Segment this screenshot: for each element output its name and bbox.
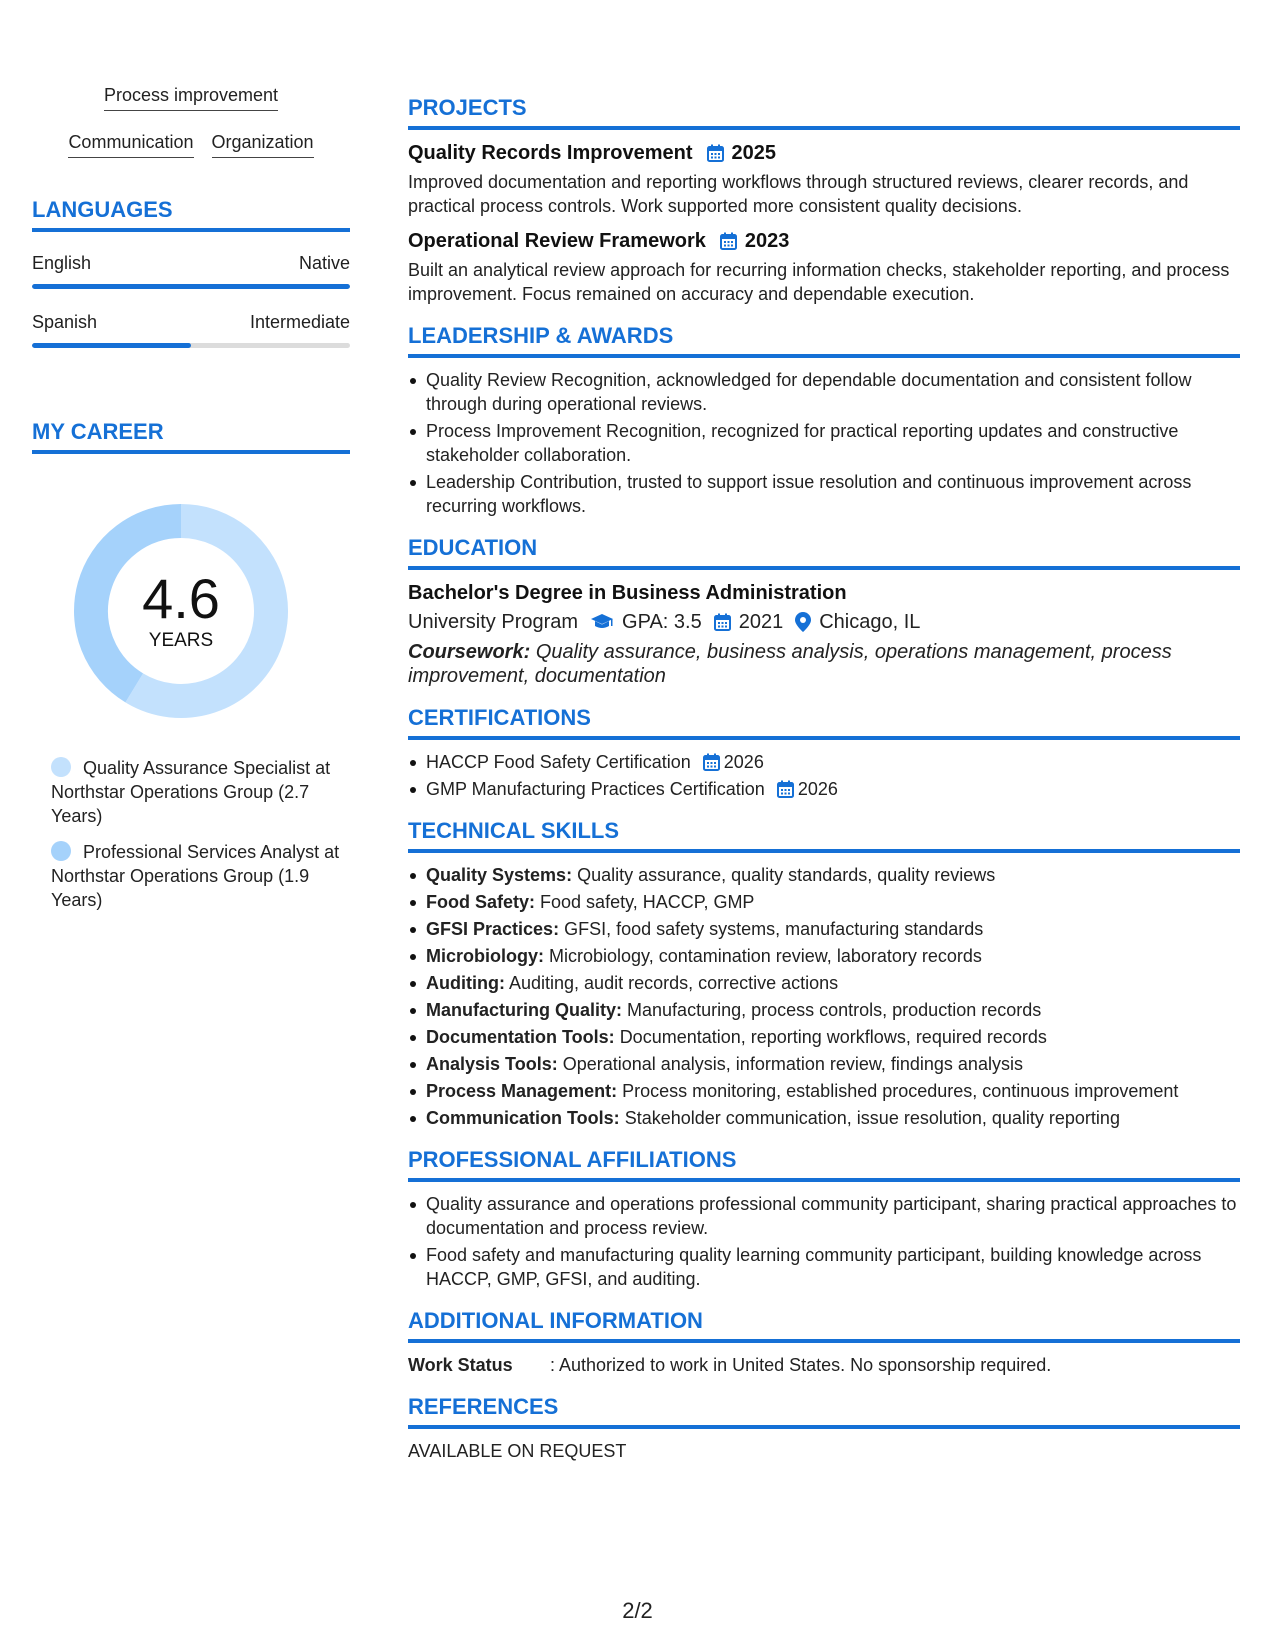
language-proficiency-bar xyxy=(32,284,350,289)
left-column xyxy=(32,84,350,924)
projects-title: PROJECTS xyxy=(408,94,1240,130)
technical-skills-section xyxy=(408,817,1240,1130)
project-description: Built an analytical review approach for recurring information checks, stakeholder reporting, and process improvement. Focus remained on accuracy and dependable execution. xyxy=(408,260,1230,304)
career-label: Quality Assurance Specialist at Northstar Operations Group (2.7 Years) xyxy=(51,758,331,826)
list-item xyxy=(408,998,1240,1022)
skill-value: Microbiology, contamination review, laboratory records xyxy=(549,946,982,966)
calendar-icon xyxy=(777,780,794,798)
education-location: Chicago, IL xyxy=(819,611,921,633)
cert-year: 2026 xyxy=(797,779,838,799)
work-status-row xyxy=(408,1353,1240,1377)
language-proficiency-bar xyxy=(32,343,350,348)
project-item xyxy=(408,228,1240,306)
education-meta xyxy=(408,608,1240,636)
career-legend-item xyxy=(51,840,341,912)
map-pin-icon xyxy=(795,612,811,632)
list-item xyxy=(408,1079,1240,1103)
technical-skills-list xyxy=(408,863,1240,1130)
additional-info-title: ADDITIONAL INFORMATION xyxy=(408,1307,1240,1343)
skill-tag-row xyxy=(32,84,350,111)
list-item xyxy=(408,750,1240,774)
cert-year: 2026 xyxy=(723,752,764,772)
education-degree: Bachelor's Degree in Business Administration xyxy=(408,582,847,604)
calendar-icon xyxy=(703,753,720,771)
project-year: 2023 xyxy=(744,230,790,252)
skill-tags xyxy=(32,84,350,158)
language-proficiency-fill xyxy=(32,343,191,348)
career-donut-chart xyxy=(66,496,296,726)
legend-dot xyxy=(51,757,71,777)
certifications-list xyxy=(408,750,1240,801)
skill-label: Auditing: xyxy=(426,973,505,993)
list-item: Leadership Contribution, trusted to support issue resolution and continuous improvement across recurring workflows. xyxy=(408,470,1240,518)
legend-dot xyxy=(51,841,71,861)
skill-value: Operational analysis, information review, findings analysis xyxy=(562,1054,1023,1074)
career-donut-center xyxy=(66,496,296,726)
references-text: AVAILABLE ON REQUEST xyxy=(408,1441,627,1461)
coursework-label: Coursework: xyxy=(408,641,531,663)
language-item xyxy=(32,311,350,348)
list-item: Process Improvement Recognition, recognized for practical reporting updates and constructive stakeholder collaboration. xyxy=(408,419,1240,467)
additional-info-section xyxy=(408,1307,1240,1377)
references-title: REFERENCES xyxy=(408,1393,1240,1429)
skill-value: Process monitoring, established procedures, continuous improvement xyxy=(622,1081,1179,1101)
skill-label: Food Safety: xyxy=(426,892,536,912)
career-total-value: 4.6 xyxy=(142,567,220,630)
education-title: EDUCATION xyxy=(408,534,1240,570)
projects-section xyxy=(408,94,1240,306)
list-item xyxy=(408,917,1240,941)
right-column xyxy=(408,94,1240,1479)
language-level: Native xyxy=(298,253,350,273)
technical-skills-title: TECHNICAL SKILLS xyxy=(408,817,1240,853)
cert-name: GMP Manufacturing Practices Certification xyxy=(426,779,765,799)
skill-label: Communication Tools: xyxy=(426,1108,620,1128)
skill-label: GFSI Practices: xyxy=(426,919,560,939)
calendar-icon xyxy=(720,232,737,250)
skill-value: Stakeholder communication, issue resolution, quality reporting xyxy=(624,1108,1120,1128)
list-item: Quality Review Recognition, acknowledged for dependable documentation and consistent follow through during operational reviews. xyxy=(408,368,1240,416)
skill-value: Auditing, audit records, corrective actions xyxy=(509,973,839,993)
skill-value: Documentation, reporting workflows, required records xyxy=(619,1027,1047,1047)
skill-value: Manufacturing, process controls, production records xyxy=(627,1000,1042,1020)
career-label: Professional Services Analyst at Northstar Operations Group (1.9 Years) xyxy=(51,842,340,910)
skill-label: Quality Systems: xyxy=(426,865,573,885)
list-item xyxy=(408,890,1240,914)
references-section xyxy=(408,1393,1240,1463)
education-section xyxy=(408,534,1240,688)
education-school: University Program xyxy=(408,611,579,633)
skill-value: Food safety, HACCP, GMP xyxy=(540,892,755,912)
list-item xyxy=(408,1052,1240,1076)
leadership-title: LEADERSHIP & AWARDS xyxy=(408,322,1240,358)
page-number: 2/2 xyxy=(622,1598,653,1623)
skill-tag: Communication xyxy=(68,131,193,158)
list-item xyxy=(408,863,1240,887)
skill-tag: Process improvement xyxy=(104,84,278,111)
project-year: 2025 xyxy=(731,142,777,164)
career-legend-item xyxy=(51,756,341,828)
skill-tag-row xyxy=(32,131,350,158)
education-year: 2021 xyxy=(738,611,784,633)
skill-label: Analysis Tools: xyxy=(426,1054,558,1074)
work-status-label: Work Status xyxy=(408,1355,513,1375)
certifications-section xyxy=(408,704,1240,801)
career-title: MY CAREER xyxy=(32,418,350,454)
education-gpa: GPA: 3.5 xyxy=(622,611,702,633)
calendar-icon xyxy=(707,144,724,162)
project-description: Improved documentation and reporting workflows through structured reviews, clearer records, and practical process controls. Work supported more consistent quality decisions. xyxy=(408,172,1189,216)
leadership-section xyxy=(408,322,1240,518)
list-item xyxy=(408,1025,1240,1049)
calendar-icon xyxy=(714,613,731,631)
project-item xyxy=(408,140,1240,218)
language-proficiency-fill xyxy=(32,284,350,289)
skill-tag: Organization xyxy=(212,131,314,158)
list-item xyxy=(408,944,1240,968)
skill-value: Quality assurance, quality standards, quality reviews xyxy=(577,865,996,885)
skill-label: Process Management: xyxy=(426,1081,618,1101)
career-total-unit: YEARS xyxy=(148,630,214,651)
affiliations-section xyxy=(408,1146,1240,1291)
project-name: Operational Review Framework xyxy=(408,230,706,252)
list-item: Food safety and manufacturing quality learning community participant, building knowledge across HACCP, GMP, GFSI, and auditing. xyxy=(408,1243,1240,1291)
language-level: Intermediate xyxy=(249,312,350,332)
language-item xyxy=(32,252,350,289)
language-name: English xyxy=(32,253,92,273)
list-item xyxy=(408,971,1240,995)
project-name: Quality Records Improvement xyxy=(408,142,693,164)
cert-name: HACCP Food Safety Certification xyxy=(426,752,691,772)
skill-label: Microbiology: xyxy=(426,946,544,966)
list-item: Quality assurance and operations professional community participant, sharing practical approaches to documentation and process review. xyxy=(408,1192,1240,1240)
affiliations-list xyxy=(408,1192,1240,1291)
skill-value: GFSI, food safety systems, manufacturing standards xyxy=(564,919,984,939)
list-item xyxy=(408,777,1240,801)
language-name: Spanish xyxy=(32,312,98,332)
skill-label: Documentation Tools: xyxy=(426,1027,615,1047)
career-legend xyxy=(51,756,341,912)
leadership-list xyxy=(408,368,1240,518)
skill-label: Manufacturing Quality: xyxy=(426,1000,623,1020)
affiliations-title: PROFESSIONAL AFFILIATIONS xyxy=(408,1146,1240,1182)
languages-title: LANGUAGES xyxy=(32,196,350,232)
coursework-text: Quality assurance, business analysis, operations management, process improvement, documentation xyxy=(408,641,1172,687)
certifications-title: CERTIFICATIONS xyxy=(408,704,1240,740)
list-item xyxy=(408,1106,1240,1130)
work-status-value: : Authorized to work in United States. No sponsorship required. xyxy=(550,1355,1052,1375)
graduation-cap-icon xyxy=(590,613,614,631)
education-coursework xyxy=(408,640,1240,688)
